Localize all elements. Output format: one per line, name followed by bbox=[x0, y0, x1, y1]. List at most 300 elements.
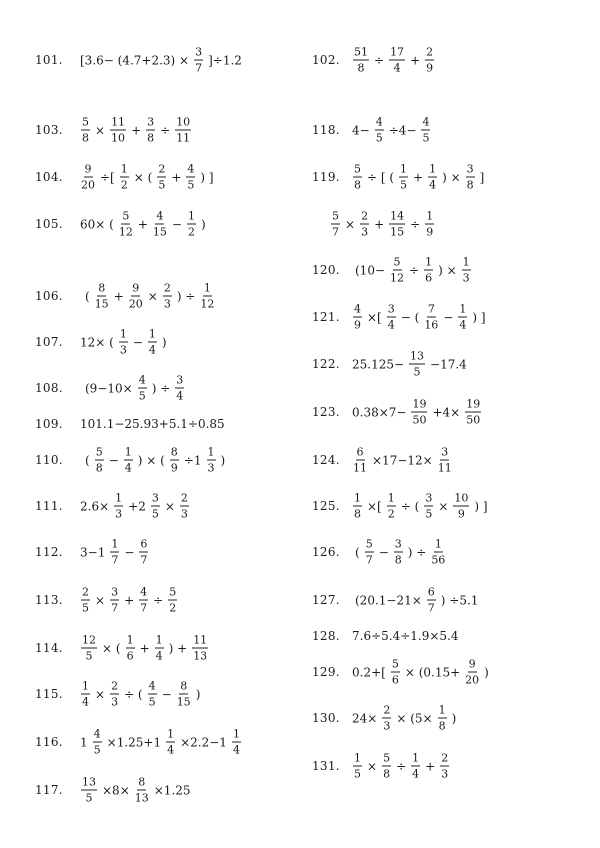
problem-number: 113. bbox=[35, 593, 63, 607]
fraction-numerator: 6 bbox=[427, 585, 435, 599]
fraction-numerator: 14 bbox=[390, 209, 405, 223]
fraction-denominator: 8 bbox=[147, 131, 155, 145]
fraction bbox=[465, 399, 481, 426]
expression-text: × (5× bbox=[396, 711, 433, 725]
expression-text: ÷[ bbox=[100, 170, 115, 184]
expression-text: 101.1−25.93+5.1÷0.85 bbox=[80, 417, 225, 431]
fraction bbox=[187, 211, 196, 238]
fraction bbox=[81, 164, 95, 191]
fraction-numerator: 1 bbox=[148, 327, 156, 341]
fraction-denominator: 4 bbox=[393, 61, 401, 75]
fraction-denominator: 3 bbox=[111, 695, 119, 709]
fraction-numerator: 10 bbox=[176, 115, 191, 129]
fraction-numerator: 6 bbox=[356, 445, 364, 459]
fraction bbox=[120, 164, 129, 191]
fraction-numerator: 1 bbox=[387, 491, 395, 505]
fraction-denominator: 11 bbox=[176, 131, 191, 145]
fraction-denominator: 20 bbox=[465, 673, 480, 687]
expression-text: × bbox=[345, 217, 356, 231]
expression-text: × bbox=[438, 499, 449, 513]
fraction-numerator: 3 bbox=[147, 115, 155, 129]
expression-text: ÷ bbox=[153, 593, 164, 607]
fraction bbox=[425, 47, 434, 74]
fraction-denominator: 7 bbox=[140, 553, 148, 567]
fraction bbox=[192, 635, 208, 662]
fraction-denominator: 3 bbox=[361, 225, 369, 239]
fraction-numerator: 2 bbox=[383, 703, 391, 717]
fraction-numerator: 3 bbox=[394, 537, 402, 551]
expression-text: 0.38×7− bbox=[352, 405, 407, 419]
fraction-numerator: 1 bbox=[124, 445, 132, 459]
fraction-numerator: 11 bbox=[193, 633, 208, 647]
fraction bbox=[93, 729, 102, 756]
fraction bbox=[390, 257, 404, 284]
fraction-denominator: 3 bbox=[462, 271, 470, 285]
expression-text: ) bbox=[195, 687, 201, 701]
fraction-numerator: 1 bbox=[426, 209, 434, 223]
fraction-denominator: 50 bbox=[412, 413, 427, 427]
fraction bbox=[166, 729, 175, 756]
fraction-numerator: 8 bbox=[138, 775, 146, 789]
fraction-denominator: 7 bbox=[111, 601, 119, 615]
expression-text: ) bbox=[200, 217, 206, 231]
expression-text: 0.2+[ bbox=[352, 665, 386, 679]
fraction-denominator: 3 bbox=[383, 719, 391, 733]
expression-text: ÷ bbox=[374, 53, 385, 67]
fraction-denominator: 9 bbox=[170, 461, 178, 475]
fraction-numerator: 1 bbox=[462, 255, 470, 269]
fraction-denominator: 15 bbox=[390, 225, 405, 239]
fraction bbox=[168, 587, 177, 614]
fraction-denominator: 8 bbox=[95, 461, 103, 475]
problem-number: 121. bbox=[312, 310, 340, 324]
fraction bbox=[382, 705, 391, 732]
expression-text: × bbox=[95, 687, 106, 701]
expression-text: ×2.2−1 bbox=[180, 735, 227, 749]
fraction-denominator: 15 bbox=[94, 297, 109, 311]
expression-text: + bbox=[139, 641, 150, 655]
fraction bbox=[440, 753, 449, 780]
fraction-numerator: 1 bbox=[82, 679, 89, 693]
fraction-numerator: 3 bbox=[195, 45, 203, 59]
expression-text: 2.6× bbox=[80, 499, 110, 513]
fraction bbox=[139, 587, 148, 614]
fraction-denominator: 5 bbox=[375, 131, 383, 145]
fraction-denominator: 3 bbox=[115, 507, 123, 521]
fraction-numerator: 5 bbox=[332, 209, 339, 223]
fraction-denominator: 2 bbox=[187, 225, 195, 239]
problem-expression bbox=[80, 211, 206, 238]
fraction bbox=[462, 257, 471, 284]
expression-text: + bbox=[374, 217, 385, 231]
fraction-numerator: 3 bbox=[466, 162, 474, 176]
fraction-numerator: 3 bbox=[111, 585, 119, 599]
fraction-numerator: 4 bbox=[422, 115, 430, 129]
expression-text: 60× ( bbox=[80, 217, 114, 231]
fraction bbox=[394, 539, 403, 566]
fraction-numerator: 4 bbox=[354, 302, 361, 316]
expression-text: × ( bbox=[102, 641, 121, 655]
expression-text: + bbox=[410, 53, 421, 67]
problem-number: 128. bbox=[312, 629, 340, 643]
fraction-numerator: 17 bbox=[390, 45, 405, 59]
fraction-denominator: 4 bbox=[387, 318, 395, 332]
expression-text: − bbox=[378, 545, 389, 559]
expression-text: ÷ bbox=[160, 123, 171, 137]
fraction-denominator: 4 bbox=[82, 695, 89, 709]
fraction-denominator: 3 bbox=[207, 461, 215, 475]
fraction-numerator: 19 bbox=[412, 397, 427, 411]
fraction-denominator: 12 bbox=[200, 297, 215, 311]
fraction-numerator: 7 bbox=[427, 302, 435, 316]
fraction-denominator: 7 bbox=[195, 61, 203, 75]
expression-text: ) ÷ bbox=[407, 545, 427, 559]
expression-text: + bbox=[413, 170, 424, 184]
fraction bbox=[110, 681, 119, 708]
fraction-denominator: 5 bbox=[158, 178, 166, 192]
expression-text: ) ] bbox=[474, 499, 488, 513]
fraction-denominator: 4 bbox=[176, 389, 184, 403]
problem-expression bbox=[352, 447, 453, 474]
fraction-numerator: 3 bbox=[176, 373, 184, 387]
problem-number: 107. bbox=[35, 335, 63, 349]
fraction-denominator: 4 bbox=[167, 743, 175, 757]
fraction-denominator: 4 bbox=[412, 767, 420, 781]
fraction bbox=[135, 777, 149, 804]
problem-number: 103. bbox=[35, 123, 63, 137]
fraction bbox=[153, 211, 167, 238]
fraction-denominator: 20 bbox=[128, 297, 143, 311]
expression-text: [3.6− (4.7+2.3) × bbox=[80, 53, 190, 67]
fraction-denominator: 2 bbox=[169, 601, 177, 615]
fraction-numerator: 1 bbox=[232, 727, 240, 741]
fraction bbox=[424, 493, 433, 520]
expression-text: ×[ bbox=[367, 499, 382, 513]
expression-text: (10− bbox=[355, 263, 386, 277]
fraction-denominator: 5 bbox=[93, 743, 101, 757]
expression-text: − bbox=[161, 687, 172, 701]
fraction bbox=[146, 117, 155, 144]
fraction-numerator: 4 bbox=[93, 727, 101, 741]
fraction-numerator: 5 bbox=[169, 585, 177, 599]
fraction-numerator: 2 bbox=[361, 209, 369, 223]
problem-number: 105. bbox=[35, 217, 63, 231]
fraction-denominator: 4 bbox=[429, 178, 437, 192]
fraction-numerator: 1 bbox=[400, 162, 408, 176]
fraction-denominator: 3 bbox=[180, 507, 188, 521]
expression-text: (20.1−21× bbox=[355, 593, 422, 607]
fraction-numerator: 19 bbox=[466, 397, 481, 411]
problem-expression bbox=[355, 587, 478, 614]
problem-number: 123. bbox=[312, 405, 340, 419]
fraction-numerator: 2 bbox=[82, 585, 89, 599]
fraction-denominator: 5 bbox=[138, 389, 146, 403]
fraction bbox=[175, 375, 184, 402]
fraction-denominator: 4 bbox=[124, 461, 132, 475]
fraction-denominator: 13 bbox=[134, 791, 149, 805]
problem-expression bbox=[352, 351, 467, 378]
fraction-numerator: 8 bbox=[180, 679, 188, 693]
problem-expression bbox=[80, 47, 242, 74]
fraction-denominator: 5 bbox=[425, 507, 433, 521]
fraction-numerator: 4 bbox=[148, 679, 156, 693]
fraction bbox=[81, 681, 90, 708]
fraction-numerator: 4 bbox=[138, 373, 146, 387]
expression-text: + bbox=[124, 593, 135, 607]
problem-expression bbox=[352, 117, 431, 144]
problem-number: 101. bbox=[35, 53, 63, 67]
problem-expression bbox=[80, 164, 214, 191]
problem-expression bbox=[330, 211, 435, 238]
problem-number: 119. bbox=[312, 170, 340, 184]
problem-number: 110. bbox=[35, 453, 63, 467]
fraction-numerator: 1 bbox=[187, 209, 195, 223]
fraction bbox=[409, 351, 425, 378]
fraction-denominator: 9 bbox=[457, 507, 465, 521]
problem-expression bbox=[85, 447, 225, 474]
fraction bbox=[411, 753, 420, 780]
fraction-numerator: 1 bbox=[120, 162, 128, 176]
fraction-numerator: 5 bbox=[365, 537, 373, 551]
fraction bbox=[126, 635, 135, 662]
fraction-denominator: 8 bbox=[354, 178, 361, 192]
fraction-numerator: 1 bbox=[434, 537, 442, 551]
fraction-denominator: 7 bbox=[427, 601, 435, 615]
fraction bbox=[155, 635, 164, 662]
fraction-numerator: 1 bbox=[354, 751, 361, 765]
problem-number: 114. bbox=[35, 641, 63, 655]
fraction-numerator: 5 bbox=[122, 209, 130, 223]
fraction bbox=[81, 117, 90, 144]
problem-number: 106. bbox=[35, 289, 63, 303]
fraction bbox=[438, 447, 452, 474]
expression-text: − bbox=[108, 453, 119, 467]
problem-expression bbox=[80, 777, 191, 804]
fraction-numerator: 1 bbox=[115, 491, 123, 505]
problem-expression bbox=[80, 681, 200, 708]
fraction bbox=[353, 753, 362, 780]
expression-text: − bbox=[443, 310, 454, 324]
fraction-numerator: 3 bbox=[425, 491, 433, 505]
problem-number: 102. bbox=[312, 53, 340, 67]
fraction bbox=[399, 164, 408, 191]
fraction-numerator: 5 bbox=[393, 255, 401, 269]
fraction bbox=[427, 587, 436, 614]
fraction bbox=[424, 257, 433, 284]
fraction bbox=[119, 211, 133, 238]
problem-expression bbox=[80, 117, 192, 144]
problem-number: 108. bbox=[35, 381, 63, 395]
fraction-numerator: 12 bbox=[82, 633, 96, 647]
fraction-numerator: 3 bbox=[441, 445, 449, 459]
expression-text: − bbox=[132, 335, 143, 349]
fraction-numerator: 3 bbox=[387, 302, 395, 316]
fraction bbox=[81, 635, 97, 662]
fraction bbox=[353, 47, 369, 74]
fraction-denominator: 4 bbox=[155, 649, 163, 663]
fraction-numerator: 4 bbox=[375, 115, 383, 129]
expression-text: +4× bbox=[432, 405, 461, 419]
fraction bbox=[151, 493, 160, 520]
fraction-numerator: 5 bbox=[391, 657, 399, 671]
fraction-numerator: 1 bbox=[459, 302, 467, 316]
fraction-numerator: 13 bbox=[82, 775, 96, 789]
expression-text: ) bbox=[451, 711, 457, 725]
fraction-denominator: 4 bbox=[148, 343, 156, 357]
fraction bbox=[148, 681, 157, 708]
fraction bbox=[124, 447, 133, 474]
problem-number: 127. bbox=[312, 593, 340, 607]
fraction-denominator: 11 bbox=[437, 461, 452, 475]
fraction-denominator: 4 bbox=[459, 318, 467, 332]
fraction-numerator: 2 bbox=[180, 491, 188, 505]
fraction-numerator: 9 bbox=[132, 281, 140, 295]
fraction-denominator: 20 bbox=[81, 178, 95, 192]
problem-expression bbox=[85, 375, 185, 402]
problem-number: 118. bbox=[312, 123, 340, 137]
fraction-denominator: 6 bbox=[391, 673, 399, 687]
expression-text: × bbox=[367, 759, 378, 773]
fraction-numerator: 1 bbox=[111, 537, 119, 551]
problem-expression bbox=[352, 753, 450, 780]
expression-text: × bbox=[164, 499, 175, 513]
expression-text: − bbox=[124, 545, 135, 559]
fraction-denominator: 11 bbox=[353, 461, 367, 475]
expression-text: ) × bbox=[442, 170, 461, 184]
expression-text: ÷ bbox=[396, 759, 407, 773]
problem-expression bbox=[80, 329, 167, 356]
fraction-denominator: 7 bbox=[365, 553, 373, 567]
fraction bbox=[175, 117, 191, 144]
fraction-denominator: 8 bbox=[438, 719, 446, 733]
fraction bbox=[387, 304, 396, 331]
fraction-denominator: 3 bbox=[441, 767, 449, 781]
fraction bbox=[81, 587, 90, 614]
problem-expression bbox=[352, 659, 489, 686]
fraction bbox=[110, 539, 119, 566]
problem-expression bbox=[355, 257, 472, 284]
fraction-numerator: 6 bbox=[140, 537, 148, 551]
fraction-denominator: 6 bbox=[126, 649, 134, 663]
problem-expression bbox=[80, 417, 225, 431]
problem-expression bbox=[352, 493, 488, 520]
fraction-denominator: 9 bbox=[426, 61, 434, 75]
fraction bbox=[207, 447, 216, 474]
fraction bbox=[438, 705, 447, 732]
fraction bbox=[119, 329, 128, 356]
problem-expression bbox=[352, 629, 459, 643]
fraction-numerator: 1 bbox=[438, 703, 446, 717]
fraction-numerator: 2 bbox=[158, 162, 166, 176]
problem-number: 116. bbox=[35, 735, 63, 749]
fraction bbox=[453, 493, 469, 520]
problem-number: 131. bbox=[312, 759, 340, 773]
expression-text: ) bbox=[220, 453, 226, 467]
expression-text: ) bbox=[161, 335, 167, 349]
fraction-denominator: 16 bbox=[424, 318, 439, 332]
fraction bbox=[458, 304, 467, 331]
fraction bbox=[170, 447, 179, 474]
problem-number: 109. bbox=[35, 417, 63, 431]
fraction bbox=[389, 47, 405, 74]
fraction-numerator: 5 bbox=[95, 445, 103, 459]
fraction-numerator: 11 bbox=[111, 115, 126, 129]
fraction-numerator: 1 bbox=[126, 633, 134, 647]
fraction-denominator: 15 bbox=[176, 695, 191, 709]
fraction-denominator: 2 bbox=[387, 507, 395, 521]
fraction-denominator: 7 bbox=[111, 553, 119, 567]
fraction-numerator: 2 bbox=[426, 45, 434, 59]
fraction bbox=[465, 659, 479, 686]
fraction-denominator: 5 bbox=[422, 131, 430, 145]
fraction-denominator: 5 bbox=[148, 695, 156, 709]
problem-expression bbox=[352, 164, 484, 191]
fraction bbox=[421, 117, 430, 144]
fraction-numerator: 2 bbox=[163, 281, 171, 295]
expression-text: + bbox=[137, 217, 148, 231]
problem-number: 112. bbox=[35, 545, 63, 559]
fraction-denominator: 3 bbox=[163, 297, 171, 311]
fraction-numerator: 1 bbox=[207, 445, 215, 459]
fraction-numerator: 5 bbox=[383, 751, 391, 765]
fraction-denominator: 6 bbox=[425, 271, 433, 285]
fraction-denominator: 7 bbox=[140, 601, 148, 615]
fraction-denominator: 13 bbox=[193, 649, 208, 663]
expression-text: 1 bbox=[80, 735, 88, 749]
fraction bbox=[95, 447, 104, 474]
fraction bbox=[180, 493, 189, 520]
fraction bbox=[431, 539, 445, 566]
fraction-numerator: 4 bbox=[187, 162, 195, 176]
fraction bbox=[375, 117, 384, 144]
fraction-numerator: 1 bbox=[155, 633, 163, 647]
fraction-denominator: 8 bbox=[394, 553, 402, 567]
problem-number: 115. bbox=[35, 687, 63, 701]
fraction-denominator: 5 bbox=[82, 601, 89, 615]
fraction bbox=[138, 375, 147, 402]
expression-text: ) × bbox=[438, 263, 457, 277]
problem-expression bbox=[352, 399, 482, 426]
expression-text: − ( bbox=[400, 310, 420, 324]
expression-text: ÷ ( bbox=[124, 687, 143, 701]
problem-expression bbox=[80, 587, 178, 614]
expression-text: ) ÷ bbox=[151, 381, 171, 395]
fraction bbox=[425, 211, 434, 238]
expression-text: ) ÷ bbox=[176, 289, 196, 303]
expression-text: ) + bbox=[168, 641, 188, 655]
expression-text: ) × ( bbox=[137, 453, 165, 467]
problem-expression bbox=[352, 304, 486, 331]
fraction-denominator: 5 bbox=[151, 507, 159, 521]
fraction-numerator: 8 bbox=[170, 445, 178, 459]
problem-expression bbox=[352, 705, 456, 732]
fraction-numerator: 10 bbox=[454, 491, 469, 505]
expression-text: 4− bbox=[352, 123, 370, 137]
fraction bbox=[466, 164, 475, 191]
fraction-numerator: 2 bbox=[441, 751, 449, 765]
expression-text: × bbox=[147, 289, 158, 303]
fraction bbox=[194, 47, 203, 74]
fraction-denominator: 12 bbox=[390, 271, 405, 285]
expression-text: +2 bbox=[128, 499, 146, 513]
expression-text: ÷ bbox=[409, 263, 420, 277]
fraction bbox=[139, 539, 148, 566]
expression-text: 25.125− bbox=[352, 357, 405, 371]
fraction-denominator: 8 bbox=[82, 131, 89, 145]
expression-text: ) ] bbox=[472, 310, 486, 324]
expression-text: ÷1 bbox=[183, 453, 202, 467]
problem-expression bbox=[80, 729, 242, 756]
